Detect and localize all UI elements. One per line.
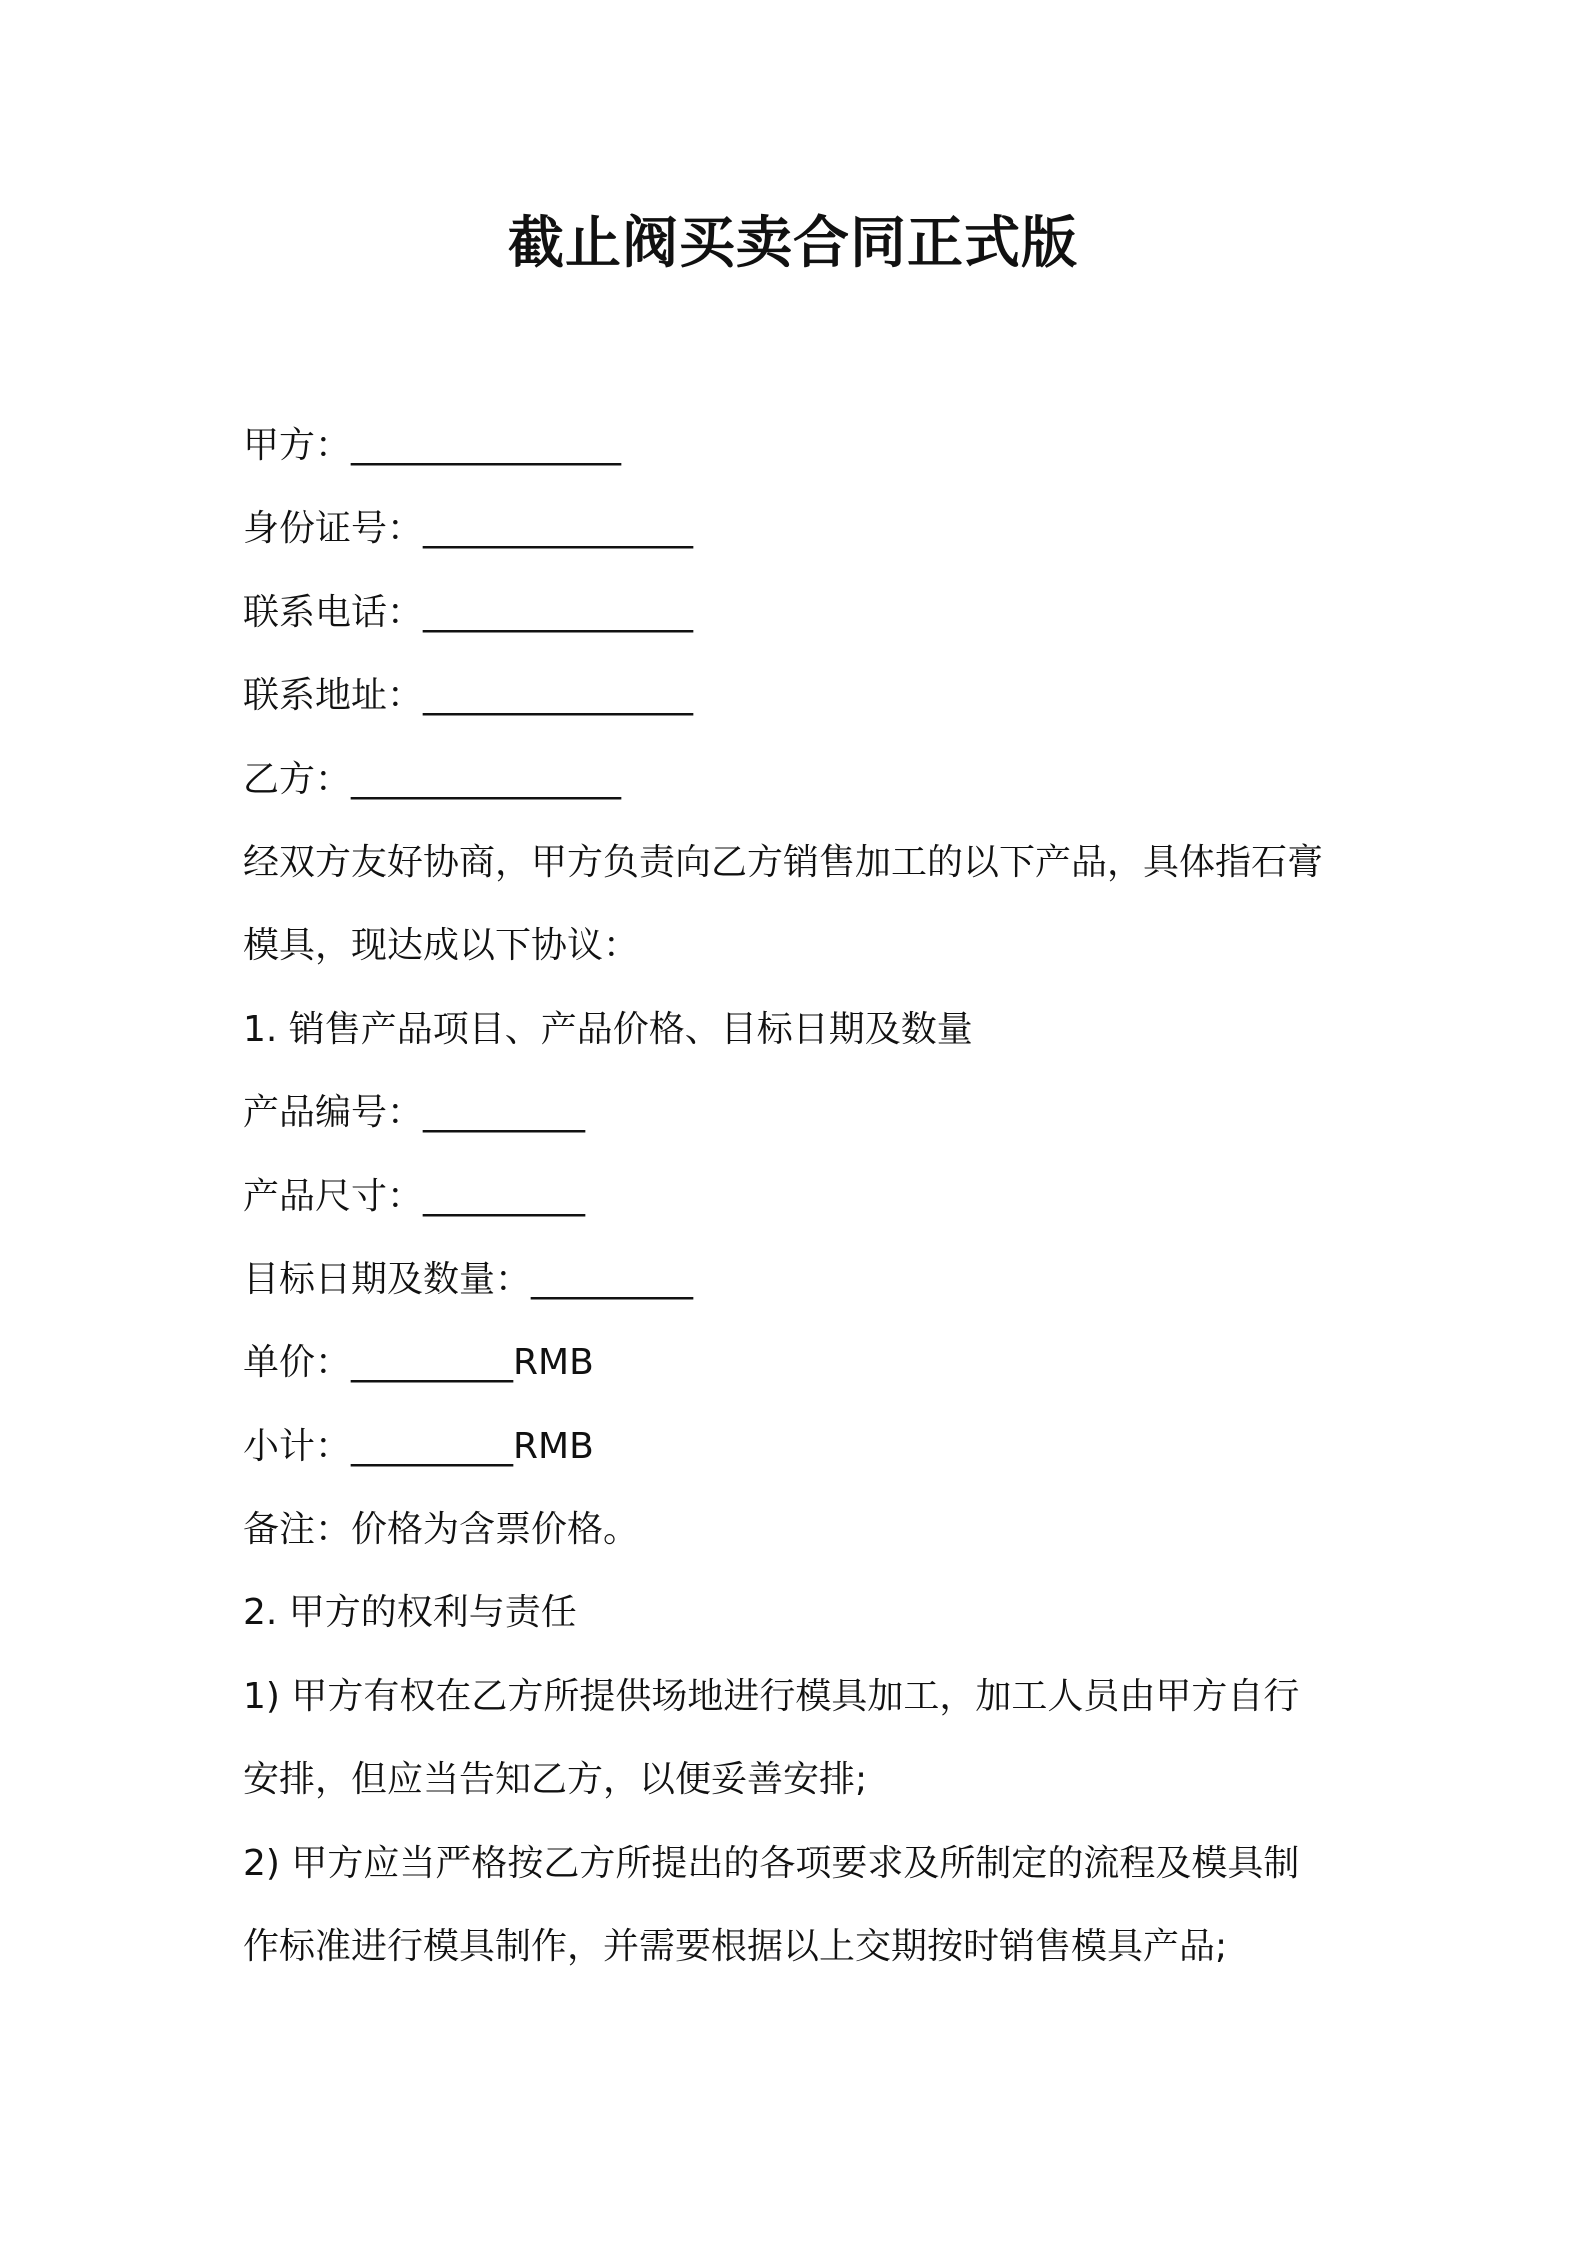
clause-1-line-1: 1) 甲方有权在乙方所提供场地进行模具加工，加工人员由甲方自行: [243, 1675, 1300, 1717]
intro-paragraph-line-2: 模具，现达成以下协议：: [243, 925, 640, 967]
subtotal-line: 小计：_________RMB: [243, 1425, 594, 1467]
section-1-heading: 1. 销售产品项目、产品价格、目标日期及数量: [243, 1008, 973, 1050]
product-size-line: 产品尺寸：_________: [243, 1175, 586, 1217]
document-title: 截止阀买卖合同正式版: [508, 211, 1078, 276]
clause-2-line-1: 2) 甲方应当严格按乙方所提出的各项要求及所制定的流程及模具制: [243, 1842, 1300, 1884]
clause-2-line-2: 作标准进行模具制作，并需要根据以上交期按时销售模具产品;: [243, 1926, 1228, 1968]
section-2-heading: 2. 甲方的权利与责任: [243, 1592, 577, 1634]
remark-line: 备注：价格为含票价格。: [243, 1509, 640, 1551]
product-number-line: 产品编号：_________: [243, 1092, 586, 1134]
address-line: 联系地址：_______________: [243, 675, 694, 717]
contract-body: [243, 404, 1363, 1988]
party-a-line: 甲方：_______________: [243, 425, 622, 466]
id-number-line: 身份证号：_______________: [243, 508, 694, 550]
phone-line: 联系电话：_______________: [243, 591, 694, 633]
party-b-line: 乙方：_______________: [243, 758, 622, 800]
clause-1-line-2: 安排，但应当告知乙方，以便妥善安排;: [243, 1759, 868, 1801]
target-date-quantity-line: 目标日期及数量：_________: [243, 1258, 694, 1300]
intro-paragraph-line-1: 经双方友好协商，甲方负责向乙方销售加工的以下产品，具体指石膏: [243, 841, 1324, 883]
unit-price-line: 单价：_________RMB: [243, 1342, 594, 1384]
